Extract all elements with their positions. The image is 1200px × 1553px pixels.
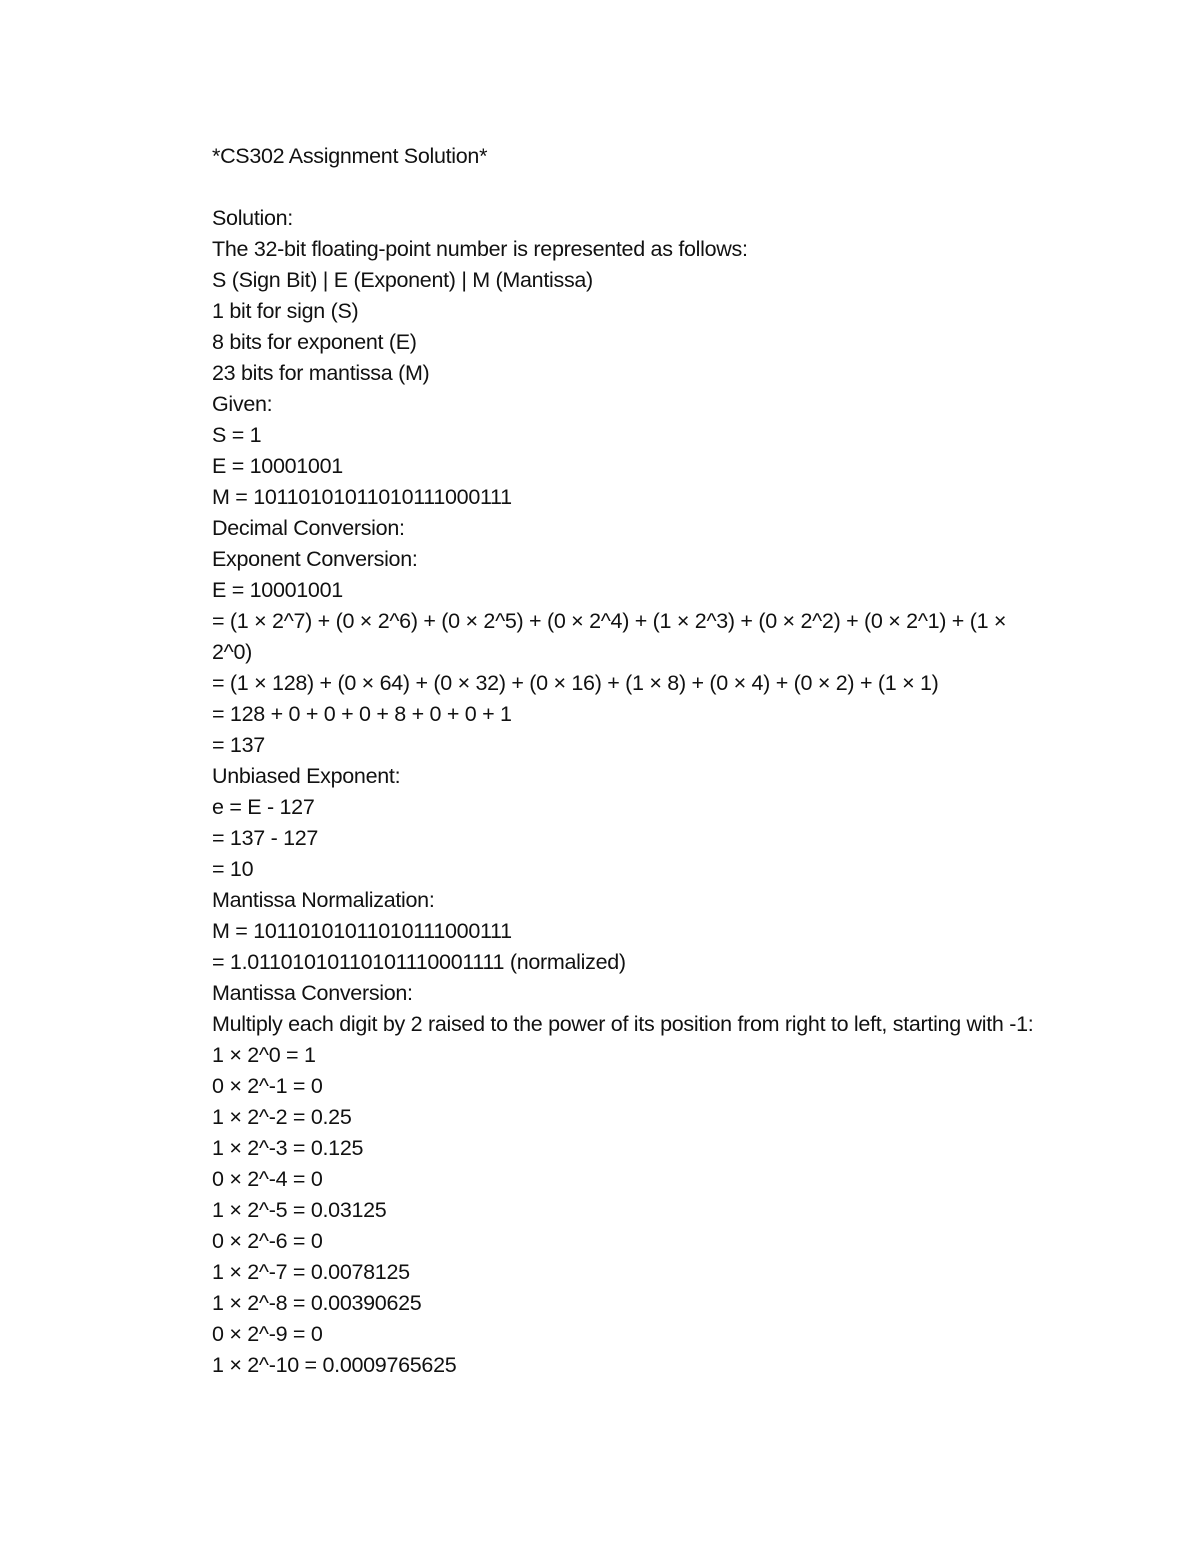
solution-text [212,203,1042,1381]
text-line: 1 × 2^-10 = 0.0009765625 [212,1353,457,1377]
text-line: 1 × 2^-8 = 0.00390625 [212,1291,422,1315]
text-line: 1 × 2^-3 = 0.125 [212,1136,364,1160]
text-line: Mantissa Normalization: [212,888,435,912]
text-line: M = 10110101011010111000111 [212,485,512,509]
text-line: = 128 + 0 + 0 + 0 + 8 + 0 + 0 + 1 [212,702,512,726]
text-line: Given: [212,392,273,416]
text-line: 8 bits for exponent (E) [212,330,417,354]
text-line: = 1.01101010110101110001111 (normalized) [212,950,626,974]
text-line: M = 10110101011010111000111 [212,919,512,943]
text-line: Solution: [212,206,293,230]
text-line: = 137 [212,733,265,757]
text-line: 0 × 2^-1 = 0 [212,1074,323,1098]
document-title: *CS302 Assignment Solution* [212,144,488,168]
text-line: S = 1 [212,423,262,447]
text-line: e = E - 127 [212,795,315,819]
blank-line [212,172,1042,203]
text-line: 1 × 2^-5 = 0.03125 [212,1198,387,1222]
text-line: S (Sign Bit) | E (Exponent) | M (Mantissa) [212,268,593,292]
text-line: Mantissa Conversion: [212,981,413,1005]
document-body [212,141,1042,1381]
text-line: Exponent Conversion: [212,547,418,571]
text-line: 0 × 2^-4 = 0 [212,1167,323,1191]
text-line: 0 × 2^-9 = 0 [212,1322,323,1346]
text-line: 0 × 2^-6 = 0 [212,1229,323,1253]
text-line: Decimal Conversion: [212,516,405,540]
text-line: E = 10001001 [212,454,343,478]
text-line: 1 × 2^0 = 1 [212,1043,316,1067]
text-line: = 137 - 127 [212,826,319,850]
text-line: The 32-bit floating-point number is represented as follows: [212,237,748,261]
text-line: 1 bit for sign (S) [212,299,359,323]
text-line: 23 bits for mantissa (M) [212,361,430,385]
text-line: = 10 [212,857,254,881]
text-line: = (1 × 128) + (0 × 64) + (0 × 32) + (0 × 16) + (1 × 8) + (0 × 4) + (0 × 2) + (1 × 1) [212,671,939,695]
text-line: 1 × 2^-7 = 0.0078125 [212,1260,410,1284]
text-line: Multiply each digit by 2 raised to the power of its position from right to left, starting with -1: [212,1012,1034,1036]
text-line: E = 10001001 [212,578,343,602]
text-line: 1 × 2^-2 = 0.25 [212,1105,352,1129]
text-line: = (1 × 2^7) + (0 × 2^6) + (0 × 2^5) + (0 × 2^4) + (1 × 2^3) + (0 × 2^2) + (0 × 2^1) + (1 × 2^0) [212,609,1012,664]
text-line: Unbiased Exponent: [212,764,401,788]
